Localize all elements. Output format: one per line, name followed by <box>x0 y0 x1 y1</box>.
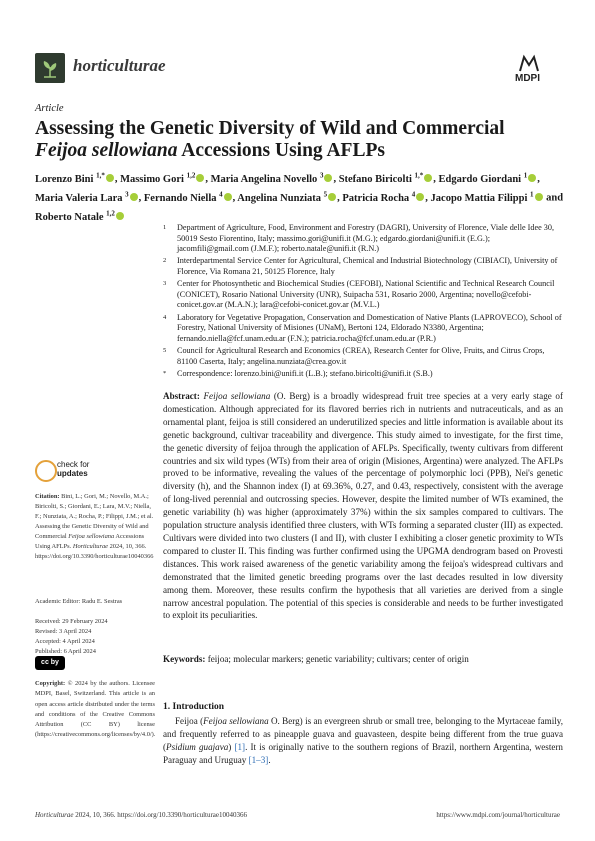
affiliation-text: Council for Agricultural Research and Economics (CREA), Research Center for Olive, Fruits, and Citrus Crops, 81100 Caserta, Italy; angelina.nunziata@crea.gov.it <box>177 345 545 366</box>
affiliation-item <box>163 279 563 311</box>
orcid-icon[interactable] <box>130 193 138 201</box>
check-updates-line1: check for <box>57 460 90 469</box>
orcid-icon[interactable] <box>416 193 424 201</box>
orcid-icon[interactable] <box>106 174 114 182</box>
orcid-icon[interactable] <box>535 193 543 201</box>
author-name[interactable]: Stefano Biricolti $^{1,*}$ <box>339 174 434 185</box>
abstract-label: Abstract: <box>163 391 200 401</box>
author-name[interactable]: Jacopo Mattia Filippi $^1$ <box>431 193 544 204</box>
affiliation-number: 5 <box>163 346 167 354</box>
dates-block <box>35 597 155 657</box>
affiliation-number: * <box>163 369 167 377</box>
orcid-icon[interactable] <box>424 174 432 182</box>
author-name[interactable]: Edgardo Giordani $^1$ <box>439 174 538 185</box>
author-name[interactable]: Patricia Rocha $^4$ <box>342 193 425 204</box>
author-affiliation-marker: 1,* <box>96 171 105 179</box>
affiliation-number: 4 <box>163 313 167 321</box>
date-revised: Revised: 3 April 2024 <box>35 628 92 635</box>
mdpi-logo <box>517 53 541 73</box>
citation-link[interactable]: [1–3] <box>248 754 269 765</box>
citation-link[interactable]: [1] <box>234 741 246 752</box>
orcid-icon[interactable] <box>528 174 536 182</box>
copyright-block: Copyright: © 2024 by the authors. Licensee MDPI, Basel, Switzerland. This article is an open access article distributed under the terms and conditions of the Creative Commons Attribution (CC BY) license (https://creativecommons.org/licenses/by/4.0/). <box>35 680 156 739</box>
cc-by-badge[interactable]: cc by <box>35 656 65 670</box>
affiliation-number: 1 <box>163 224 167 231</box>
author-affiliation-marker: 3 <box>125 190 129 198</box>
author-affiliation-marker: 1 <box>523 171 528 179</box>
affiliation-text: Correspondence: lorenzo.bini@unifi.it (L.B.); stefano.biricolti@unifi.it (S.B.) <box>177 368 433 378</box>
paper-title: Assessing the Genetic Diversity of Wild and Commercial Feijoa sellowiana Accessions Using AFLPs <box>35 118 505 161</box>
author-affiliation-marker: 1,2 <box>106 209 115 217</box>
author-name[interactable]: Maria Angelina Novello $^3$ <box>211 174 334 185</box>
orcid-icon[interactable] <box>196 174 204 182</box>
footer-url[interactable]: https://www.mdpi.com/journal/horticulturae <box>436 811 560 819</box>
journal-logo <box>35 53 65 83</box>
affiliation-number: 3 <box>163 280 167 288</box>
author-affiliation-marker: 1 <box>530 190 534 198</box>
section-heading: 1. Introduction <box>163 702 225 712</box>
date-published: Published: 6 April 2024 <box>35 648 96 655</box>
affiliation-text: Laboratory for Vegetative Propagation, Conservation and Domestication of Native Plants (LAPROVECO), School of Forestry, National University of Misiones (UNaM), Bertoni 124, Eldorado N3380, Argentina; fernando.niella@fcf.unam.edu.ar (F.N.); patricia.rocha@fcf.unam.edu.ar (P.R.) <box>177 312 562 343</box>
date-received: Received: 29 February 2024 <box>35 618 108 625</box>
date-accepted: Accepted: 4 April 2024 <box>35 638 95 645</box>
author-name[interactable]: Fernando Niella $^4$ <box>144 193 233 204</box>
orcid-icon[interactable] <box>324 174 332 182</box>
orcid-icon[interactable] <box>224 193 232 201</box>
orcid-icon[interactable] <box>328 193 336 201</box>
intro-paragraph: Feijoa (Feijoa sellowiana O. Berg) is an evergreen shrub or small tree, belonging to the Myrtaceae family, and frequently referred to as pineapple guava and guavasteen, despite being different from the true guava (Psidium guajava) [1]. It is originally native to the southern regions of Brazil, northern Argentina, western Paraguay and Uruguay [1–3]. <box>163 716 563 765</box>
author-name[interactable]: Roberto Natale $^{1,2}$ <box>35 212 125 223</box>
check-updates-icon <box>35 460 57 482</box>
author-affiliation-marker: 1,* <box>414 171 424 179</box>
abstract: Abstract: Feijoa sellowiana (O. Berg) is a broadly widespread fruit tree species at a very early stage of domestication. Although appreciated for its flavored berries rich in nutrients and nutraceuticals, and as an ornamental plant, feijoa is still considered an underutilized species and little information is available about its genetic background, cultivar traceability and divergence. This study aimed to investigate, for the first time, the genetic diversity of feijoa through the application of AFLPs. Specifically, twenty cultivars from different countries and six wild types (WTs) from their area of origin (Misiones, Argentina) were analyzed. The AFLPs proved to be informative, revealing the values of the percentage of polymorphic loci (PPB), Nei's genetic diversity (h), and the Shannon index (I) at 69.36%, 0.27, and 0.43, respectively, consistent with the average of long-lived perennial and outcrossing species. However, despite the limited number of WTs examined, the genetic variability (h) was higher (approximately 37%) within the six samples compared to cultivars. The population structure analysis identified three clusters, with WTs forming a separated cluster (III) as expected. Cultivars were divided into two clusters (I and II), with cluster I exhibiting a closer genetic proximity to WTs compared to cluster II. This finding was further confirmed using the UPGMA dendrogram based on Provesti distances. This work raised awareness of the genetic variability among the feijoa's widespread cultivars and demonstrated that the limited genetic breeding programs over the last decades resulted in low diversity among them. Moreover, these results confirm the hypothesis that all varieties are derived from a single narrow ancestral population. The potential of this species is considerable and needs to be further investigated to exploit its peculiarities. <box>163 391 563 621</box>
mdpi-icon <box>517 53 541 73</box>
author-name[interactable]: Angelina Nunziata $^5$ <box>237 193 337 204</box>
article-type: Article <box>35 103 64 114</box>
publisher-name: MDPI <box>515 73 540 84</box>
author-affiliation-marker: 3 <box>319 171 324 179</box>
footer-citation: Horticulturae 2024, 10, 366. https://doi.org/10.3390/horticulturae10040366 <box>35 811 247 819</box>
keywords: Keywords: feijoa; molecular markers; genetic variability; cultivars; center of origin <box>163 654 469 664</box>
author-name[interactable]: Maria Valeria Lara $^3$ <box>35 193 139 204</box>
affiliation-item <box>163 346 563 367</box>
affiliation-text: Center for Photosynthetic and Biochemical Studies (CEFOBI), National Scientific and Technical Research Council (CONICET), Rosario National University (UNR), Suipacha 531, Rosario 2000, Argentina; novello@cefobi-conicet.gov.ar (M.A.N.); lara@cefobi-conicet.gov.ar (M.V.L.) <box>177 279 555 310</box>
author-affiliation-marker: 1,2 <box>186 171 196 179</box>
affiliation-item <box>163 256 563 277</box>
orcid-icon[interactable] <box>116 212 124 220</box>
journal-name: horticulturae <box>73 56 166 75</box>
affiliation-text: Department of Agriculture, Food, Environment and Forestry (DAGRI), University of Florence, Viale delle Idee 30, 50019 Sesto Fiorentino, Italy; massimo.gori@unifi.it (M.G.); edgardo.giordani@unifi.it (E.G.); jacomfili@gmail.com (J.M.F.); roberto.natale@unifi.it (R.N.) <box>177 223 555 254</box>
author-affiliation-marker: 5 <box>323 190 328 198</box>
author-name[interactable]: Massimo Gori $^{1,2}$ <box>120 174 205 185</box>
author-affiliation-marker: 4 <box>219 190 223 198</box>
citation-block: Citation: Bini, L.; Gori, M.; Novello, M.A.; Biricolti, S.; Giordani, E.; Lara, M.V.; Niella, F.; Nunziata, A.; Rocha, P.; Filippi, J.M.; et al. Assessing the Genetic Diversity of Wild and Commercial Feijoa sellowiana Accessions Using AFLPs. Horticulturae 2024, 10, 366. https://doi.org/10.3390/horticulturae10040366 <box>35 493 154 560</box>
author-name[interactable]: Lorenzo Bini $^{1,*}$ <box>35 174 115 185</box>
affiliation-number: 2 <box>163 257 167 265</box>
affiliations <box>163 223 563 381</box>
academic-editor: Academic Editor: Radu E. Sestras <box>35 598 123 605</box>
affiliation-item <box>163 313 563 345</box>
affiliation-text: Interdepartmental Service Center for Agricultural, Chemical and Industrial Biotechnology (CIBIACI), University of Florence, Via Romana 21, 50125 Florence, Italy <box>177 256 558 276</box>
affiliation-item <box>163 223 563 255</box>
plant-icon <box>35 53 65 83</box>
author-affiliation-marker: 4 <box>411 190 416 198</box>
affiliation-item <box>163 369 563 380</box>
check-updates-line2: updates <box>57 469 88 478</box>
author-list: Lorenzo Bini $^{1,*}$ , Massimo Gori $^{1,2}$ , Maria Angelina Novello $^3$ , Stefano Biricolti $^{1,*}$ , Edgardo Giordani $^1$ , Maria Valeria Lara $^3$ , Fernando Niella $^4$ , Angelina Nunziata $^5$ , Patricia Rocha $^4$ , Jacopo Mattia Filippi $^1$ and Roberto Natale $^{1,2}$ <box>35 171 564 223</box>
